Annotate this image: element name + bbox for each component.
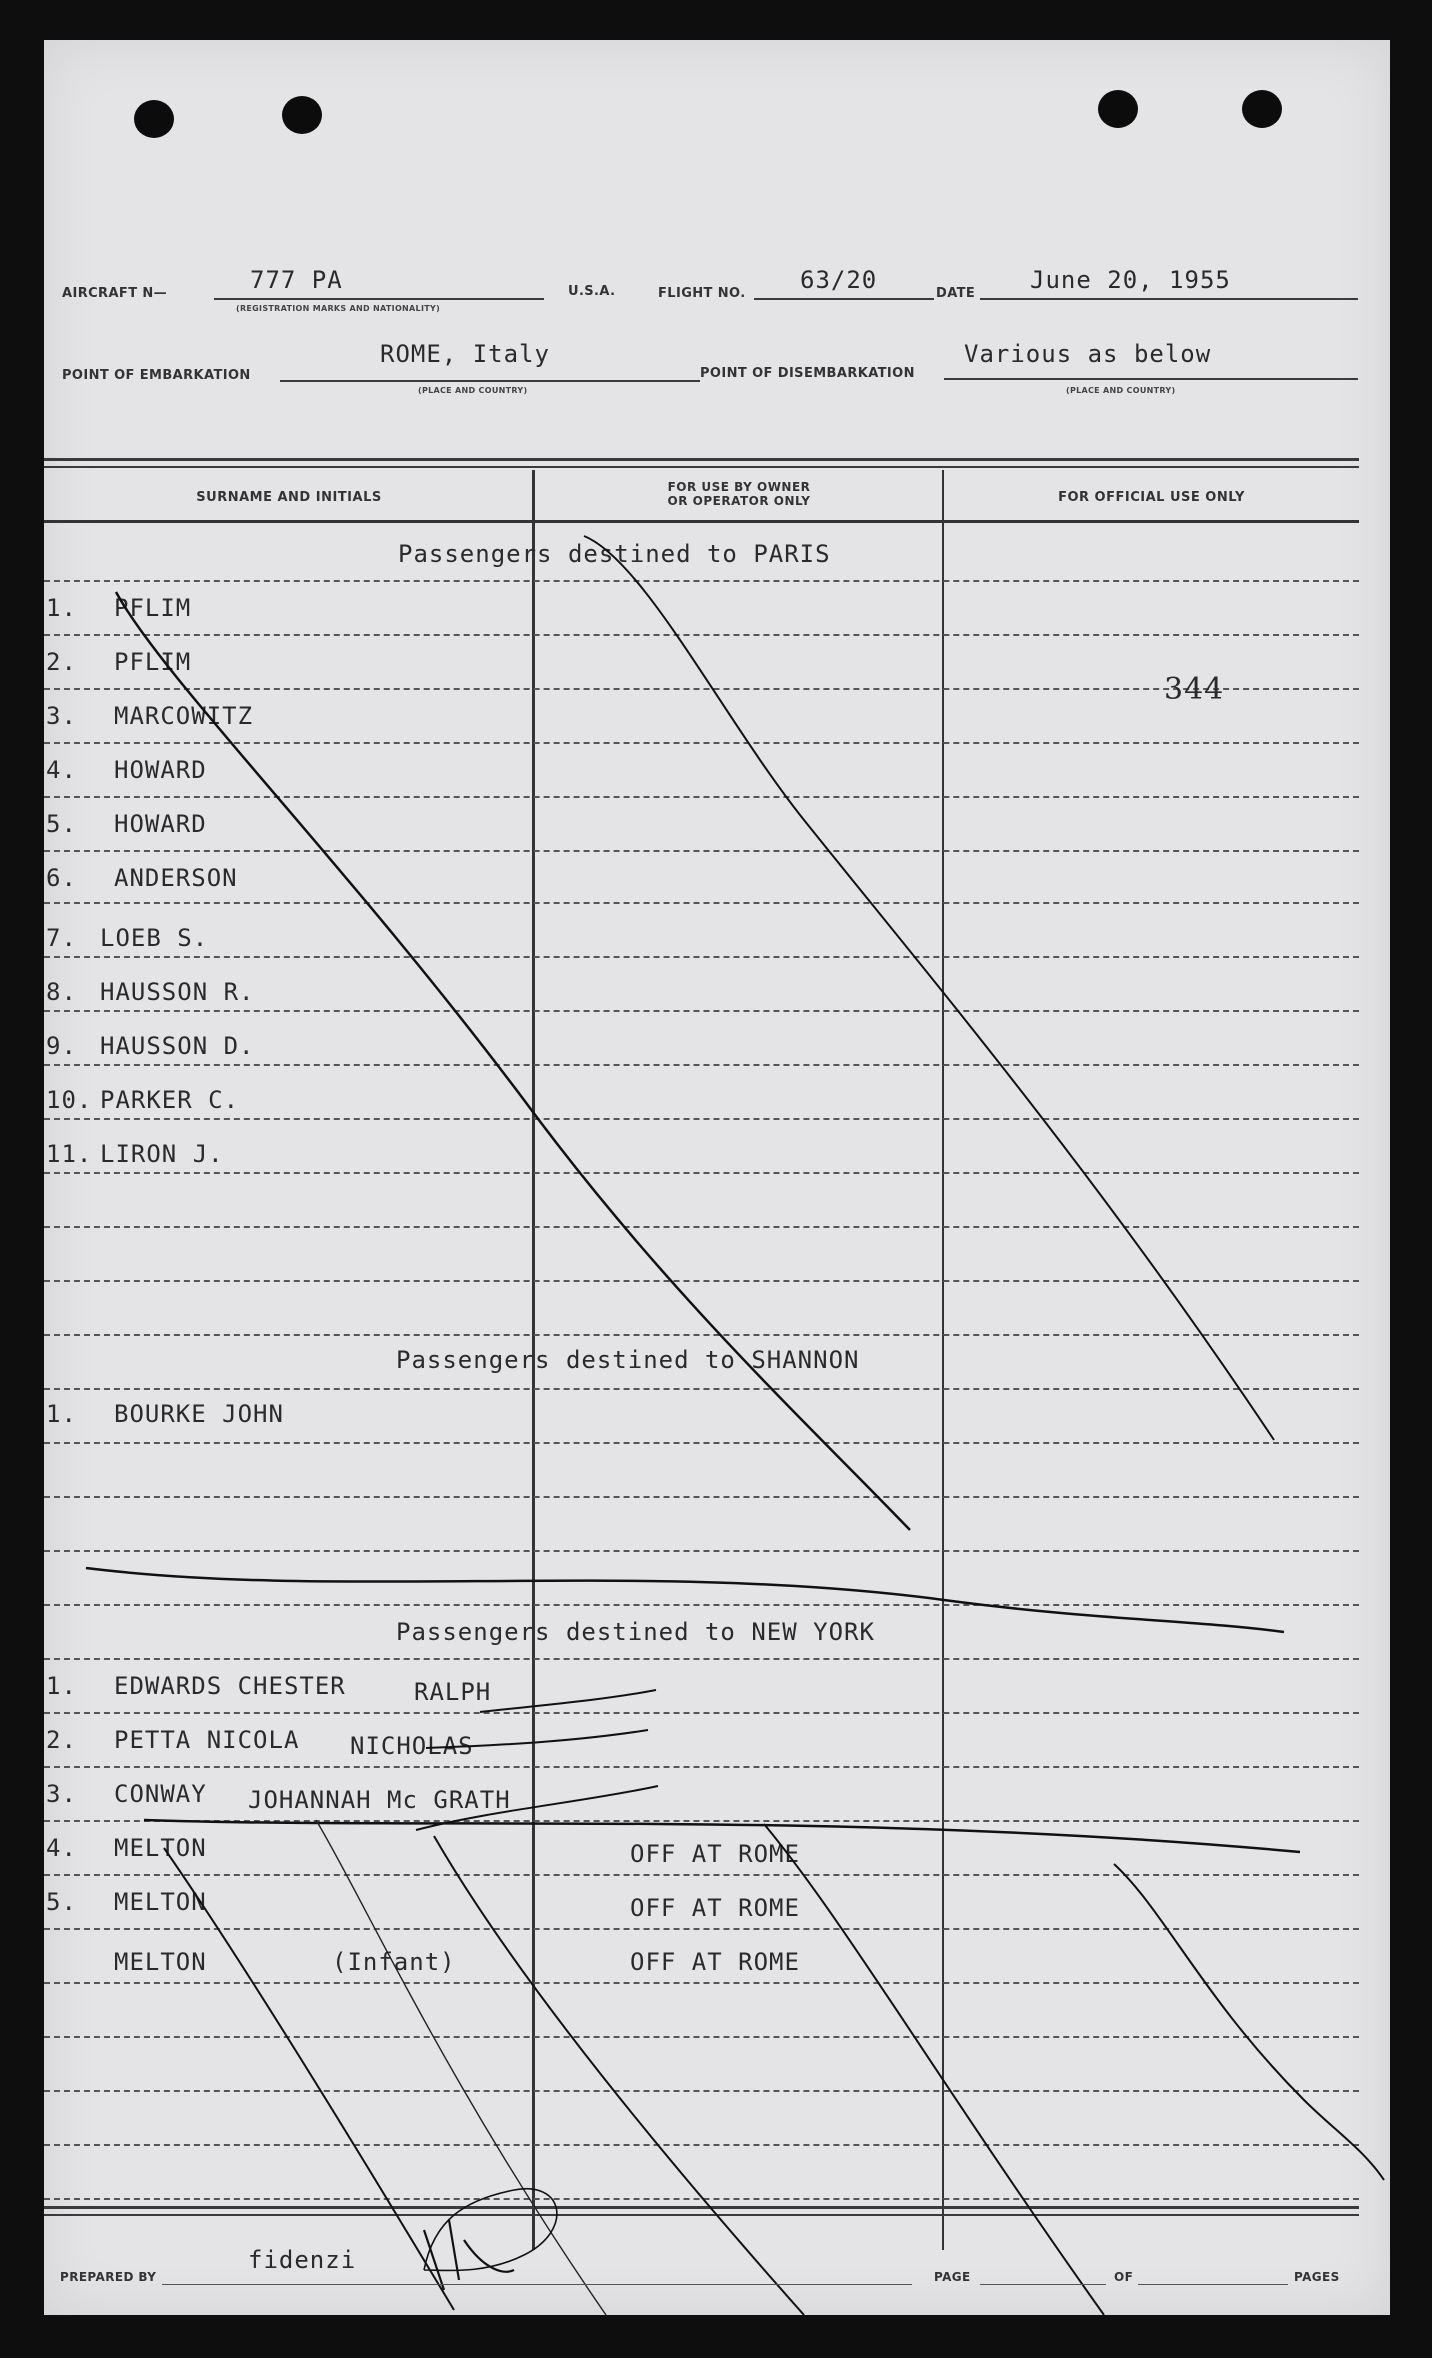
row-number: 4. — [46, 756, 77, 784]
passenger-name: HOWARD — [114, 756, 207, 784]
page-label: PAGE — [934, 2270, 971, 2284]
aircraft-value: 777 PA — [250, 266, 343, 294]
passenger-name: BOURKE JOHN — [114, 1400, 284, 1428]
row-number: 5. — [46, 810, 77, 838]
column-header-official: FOR OFFICIAL USE ONLY — [1058, 490, 1245, 505]
row-number: 1. — [46, 1672, 77, 1700]
row-number: 6. — [46, 864, 77, 892]
column-header-owner-line1: FOR USE BY OWNER — [667, 480, 811, 494]
usa-label: U.S.A. — [568, 284, 616, 299]
row-number: 1. — [46, 594, 77, 622]
prepared-by-value: fidenzi — [248, 2246, 357, 2274]
passenger-name-extra: (Infant) — [332, 1948, 456, 1976]
passenger-status: OFF AT ROME — [630, 1840, 800, 1868]
passenger-status: OFF AT ROME — [630, 1894, 800, 1922]
flight-label: FLIGHT NO. — [658, 286, 746, 301]
passenger-name: PFLIM — [114, 648, 192, 676]
handwritten-strokes — [44, 40, 1390, 2315]
passenger-name: HAUSSON D. — [100, 1032, 255, 1060]
disembarkation-value: Various as below — [964, 340, 1212, 368]
row-number: 3. — [46, 702, 77, 730]
passenger-name: HOWARD — [114, 810, 207, 838]
aircraft-label: AIRCRAFT N— — [62, 286, 168, 301]
row-number: 8. — [46, 978, 77, 1006]
passenger-name: LOEB S. — [100, 924, 209, 952]
passenger-name: PETTA NICOLA — [114, 1726, 300, 1754]
embarkation-caption: (PLACE AND COUNTRY) — [418, 386, 528, 395]
flight-value: 63/20 — [800, 266, 878, 294]
section-heading-shannon: Passengers destined to SHANNON — [396, 1346, 860, 1374]
pages-label: PAGES — [1294, 2270, 1340, 2284]
passenger-name: LIRON J. — [100, 1140, 224, 1168]
passenger-name: HAUSSON R. — [100, 978, 255, 1006]
official-note: 344 — [1164, 672, 1225, 707]
passenger-name: PARKER C. — [100, 1086, 240, 1114]
row-number: 11. — [46, 1140, 93, 1168]
row-number: 9. — [46, 1032, 77, 1060]
embarkation-label: POINT OF EMBARKATION — [62, 368, 251, 383]
manifest-sheet — [44, 40, 1390, 2315]
passenger-name: MELTON — [114, 1834, 207, 1862]
passenger-name: ANDERSON — [114, 864, 238, 892]
row-number: 2. — [46, 648, 77, 676]
row-number: 3. — [46, 1780, 77, 1808]
row-number: 1. — [46, 1400, 77, 1428]
passenger-name: EDWARDS CHESTER — [114, 1672, 346, 1700]
disembarkation-caption: (PLACE AND COUNTRY) — [1066, 386, 1176, 395]
prepared-by-label: PREPARED BY — [60, 2270, 157, 2284]
passenger-name: MELTON — [114, 1888, 207, 1916]
passenger-name: CONWAY — [114, 1780, 207, 1808]
passenger-status: OFF AT ROME — [630, 1948, 800, 1976]
disembarkation-label: POINT OF DISEMBARKATION — [700, 366, 915, 381]
passenger-name-extra: RALPH — [414, 1678, 492, 1706]
date-label: DATE — [936, 286, 976, 301]
row-number: 7. — [46, 924, 77, 952]
of-label: OF — [1114, 2270, 1134, 2284]
passenger-name: MELTON — [114, 1948, 207, 1976]
passenger-name: PFLIM — [114, 594, 192, 622]
row-number: 2. — [46, 1726, 77, 1754]
row-number: 10. — [46, 1086, 93, 1114]
section-heading-paris: Passengers destined to PARIS — [398, 540, 831, 568]
date-value: June 20, 1955 — [1030, 266, 1231, 294]
row-number: 4. — [46, 1834, 77, 1862]
passenger-name-extra: NICHOLAS — [350, 1732, 474, 1760]
column-header-owner-line2: OR OPERATOR ONLY — [667, 494, 811, 508]
aircraft-caption: (REGISTRATION MARKS AND NATIONALITY) — [236, 304, 441, 313]
passenger-name: MARCOWITZ — [114, 702, 254, 730]
passenger-name-extra: JOHANNAH Mc GRATH — [248, 1786, 511, 1814]
column-header-surname: SURNAME AND INITIALS — [196, 490, 382, 505]
row-number: 5. — [46, 1888, 77, 1916]
embarkation-value: ROME, Italy — [380, 340, 550, 368]
section-heading-new-york: Passengers destined to NEW YORK — [396, 1618, 875, 1646]
